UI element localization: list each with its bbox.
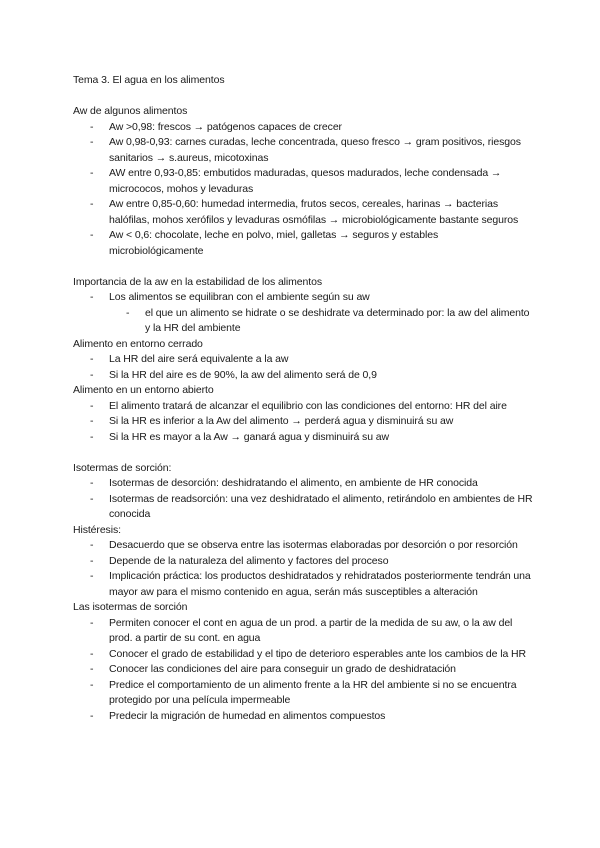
section-heading-isotermas-sorcion: Las isotermas de sorción [73,601,188,613]
bullet-dash: - [90,229,94,241]
section-heading-entorno-cerrado: Alimento en entorno cerrado [73,337,203,350]
section-heading-importancia: Importancia de la aw en la estabilidad de los alimentos [73,275,322,288]
document-title: Tema 3. El agua en los alimentos [73,74,225,86]
bullet-dash: - [90,616,94,629]
bullet-dash: - [90,570,94,582]
bullet-dash: - [90,554,94,567]
list-item: - Los alimentos se equilibran con el ambiente según su aw - el que un alimento se hidrate o se deshidrate va determinado por: la aw del alimento y la HR del ambiente [73,290,533,337]
list-item: - AW entre 0,93-0,85: embutidos maduradas, quesos madurados, leche condensada → micrococos, mohos y levaduras [90,167,502,195]
list-item: - Si la HR del aire es de 90%, la aw del alimento será de 0,9 [73,368,533,384]
bullet-dash: - [90,368,94,381]
section-heading-entorno-abierto: Alimento en un entorno abierto [73,384,214,396]
section-heading-aw: Aw de algunos alimentos [73,105,188,117]
list-item: - Conocer el grado de estabilidad y el tipo de deterioro esperables ante los cambios de la HR [73,647,533,663]
isotermas-list [73,476,533,523]
histeresis-list [73,538,533,600]
bullet-dash: - [90,353,94,365]
list-item: - Aw < 0,6: chocolate, leche en polvo, miel, galletas → seguros y estables microbiológicamente [90,229,439,257]
bullet-dash: - [90,198,94,210]
bullet-dash: - [90,415,94,427]
document-page [73,73,533,724]
entorno-abierto-list [73,399,533,446]
list-item: - Predice el comportamiento de un alimento frente a la HR del ambiente si no se encuentra protegido por una película impermeable [90,678,517,706]
bullet-dash: - [90,492,94,505]
bullet-dash: - [90,120,94,133]
list-item: - Implicación práctica: los productos deshidratados y rehidratados posteriormente tendrán una mayor aw para el mismo contenido en agua, serán más susceptibles a alteración [90,570,531,598]
bullet-dash: - [126,306,130,319]
list-item: - Depende de la naturaleza del alimento y factores del proceso [73,554,533,570]
list-item: - El alimento tratará de alcanzar el equilibrio con las condiciones del entorno: HR del aire [73,399,533,415]
bullet-dash: - [90,709,94,722]
section-heading-isotermas: Isotermas de sorción: [73,461,172,474]
bullet-dash: - [90,430,94,443]
bullet-dash: - [90,136,94,148]
list-item: - Desacuerdo que se observa entre las isotermas elaboradas por desorción o por resorción [73,538,533,554]
importancia-list [73,290,533,337]
list-item: - La HR del aire será equivalente a la aw [73,352,533,368]
list-item: - Aw 0,98-0,93: carnes curadas, leche concentrada, queso fresco → gram positivos, riesgos sanitarios → s.aureus, micotoxinas [90,136,521,164]
bullet-dash: - [90,167,94,179]
list-item: - Predecir la migración de humedad en alimentos compuestos [73,709,533,725]
section-heading-histeresis: Histéresis: [73,523,121,536]
bullet-dash: - [90,663,94,675]
list-item: - Si la HR es mayor a la Aw → ganará agua y disminuirá su aw [73,430,533,446]
bullet-dash: - [90,399,94,412]
list-item: - Isotermas de desorción: deshidratando el alimento, en ambiente de HR conocida [73,476,533,492]
entorno-cerrado-list [73,352,533,383]
list-item: - Aw >0,98: frescos → patógenos capaces de crecer [73,120,533,136]
bullet-dash: - [90,477,94,489]
list-item: - Aw entre 0,85-0,60: humedad intermedia, frutos secos, cereales, harinas → bacterias halófilas, mohos xerófilos y levaduras osmófilas → microbiológicamente bastante seguros [90,198,519,226]
bullet-dash: - [90,291,94,303]
bullet-dash: - [90,647,94,660]
list-item: - Conocer las condiciones del aire para conseguir un grado de deshidratación [73,662,533,678]
aw-list [73,120,533,260]
isotermas-sorcion-list [73,616,533,725]
bullet-dash: - [90,678,94,691]
bullet-dash: - [90,539,94,551]
sub-list [109,306,533,337]
sub-list-item: - el que un alimento se hidrate o se deshidrate va determinado por: la aw del alimento y la HR del ambiente [126,306,530,334]
list-item: - Si la HR es inferior a la Aw del alimento → perderá agua y disminuirá su aw [73,414,533,430]
list-item: - Isotermas de readsorción: una vez deshidratado el alimento, retirándolo en ambientes de HR conocida [90,492,533,520]
list-item: - Permiten conocer el cont en agua de un prod. a partir de la medida de su aw, o la aw del prod. a partir de su cont. en agua [90,616,513,644]
